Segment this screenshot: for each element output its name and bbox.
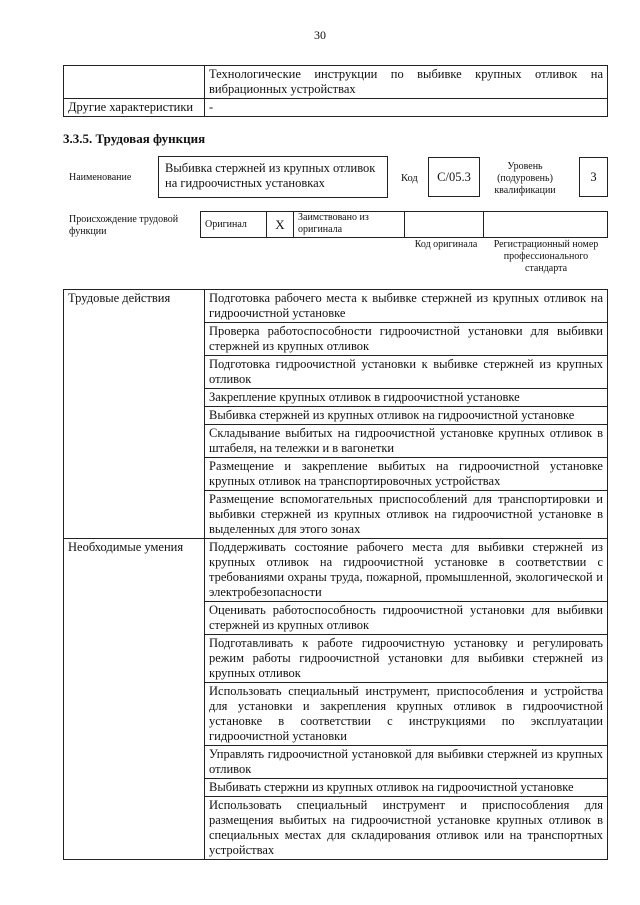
table-cell-label [64,66,205,99]
origin-label: Происхождение трудовой функции [69,214,179,237]
code-label: Код [401,173,418,184]
level-box [579,157,608,197]
labor-function-table [63,289,608,860]
list-item: Выбивка стержней из крупных отливок на гидроочистной установке [205,407,608,425]
reg-number-cell [484,212,608,238]
page-number: 30 [314,28,326,42]
original-label: Оригинал [201,212,267,238]
code-original-caption: Код оригинала [414,239,478,250]
level-label: Уровень (подуровень) квалификации [494,161,556,196]
original-mark: Х [267,212,294,238]
list-item: Размещение и закрепление выбитых на гидроочистной установке крупных отливок на транспортировочных устройствах [205,458,608,491]
name-label: Наименование [69,172,132,183]
table-row [64,290,608,323]
list-item: Использовать специальный инструмент, приспособления и устройства для установки и закрепления крупных отливок в гидроочистной установке в соответствии с инструкциями по эксплуатации гидроочистной установки [205,683,608,746]
list-item: Выбивать стержни из крупных отливок на гидроочистной установке [205,779,608,797]
origin-table [200,211,608,238]
table-cell-label: Другие характеристики [64,99,205,117]
table-cell-value: - [205,99,608,117]
list-item: Поддерживать состояние рабочего места для выбивки стержней из крупных отливок на гидроочистной установке в соответствии с требованиями охраны труда, пожарной, промышленной, экологической и электробезопасности [205,539,608,602]
code-box [428,157,480,197]
list-item: Складывание выбитых на гидроочистной установке крупных отливок в штабеля, на тележки и в вагонетки [205,425,608,458]
list-item: Закрепление крупных отливок в гидроочистной установке [205,389,608,407]
list-item: Управлять гидроочистной установкой для выбивки стержней из крупных отливок [205,746,608,779]
category-required-skills: Необходимые умения [64,539,205,860]
list-item: Использовать специальный инструмент и приспособления для размещения выбитых на гидроочистной установке крупных отливок в специальных местах для складирования отливок или на транспортных устройствах [205,797,608,860]
category-labor-actions: Трудовые действия [64,290,205,539]
function-name-value: Выбивка стержней из крупных отливок на гидроочистных установках [165,161,376,190]
list-item: Проверка работоспособности гидроочистной установки для выбивки стержней из крупных отливок [205,323,608,356]
code-value: С/05.3 [437,170,471,184]
level-value: 3 [590,170,597,184]
reg-number-caption: Регистрационный номер профессионального стандарта [493,239,599,274]
table-cell-value: Технологические инструкции по выбивке крупных отливок на вибрационных устройствах [205,66,608,99]
list-item: Подготовка рабочего места к выбивке стержней из крупных отливок на гидроочистной установке [205,290,608,323]
list-item: Подготавливать к работе гидроочистную установку и регулировать режим работы гидроочистной установки для выбивки стержней из крупных отливок [205,635,608,683]
code-original-cell [405,212,484,238]
characteristics-table [63,65,608,117]
list-item: Размещение вспомогательных приспособлений для транспортировки и выбивки стержней из крупных отливок на гидроочистной установке в выделенных для этого зонах [205,491,608,539]
list-item: Оценивать работоспособность гидроочистной установки для выбивки стержней из крупных отливок [205,602,608,635]
list-item: Подготовка гидроочистной установки к выбивке стержней из крупных отливок [205,356,608,389]
table-row [64,539,608,602]
section-title: 3.3.5. Трудовая функция [63,131,206,146]
function-name-box [158,156,388,198]
table-row [64,66,608,99]
borrowed-label: Заимствовано из оригинала [294,212,405,238]
table-row [64,99,608,117]
